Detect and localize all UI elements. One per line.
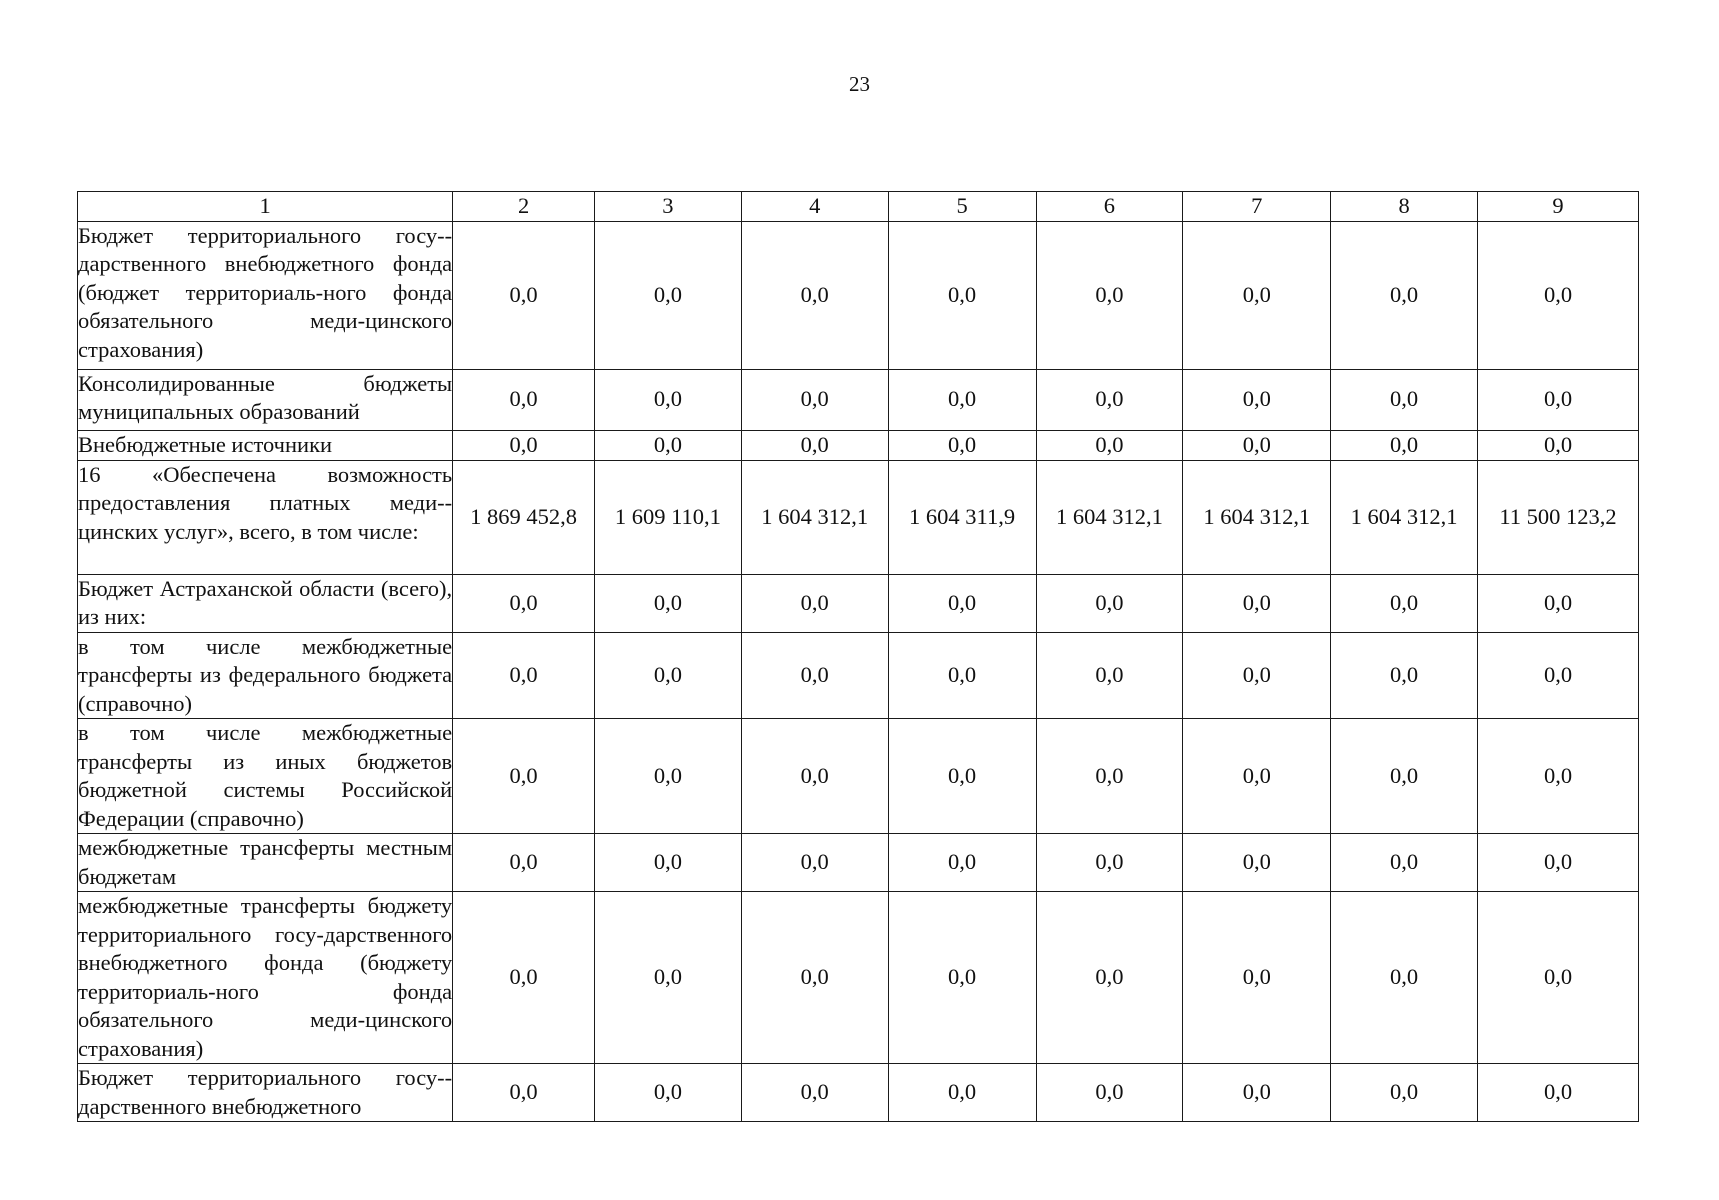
row-label: в том числе межбюджетные трансферты из федерального бюджета (справочно) bbox=[78, 632, 453, 719]
value-cell: 1 604 311,9 bbox=[888, 460, 1036, 574]
value-cell: 0,0 bbox=[1036, 632, 1183, 719]
value-cell: 0,0 bbox=[1036, 369, 1183, 430]
value-cell: 0,0 bbox=[1183, 632, 1331, 719]
value-cell: 1 869 452,8 bbox=[453, 460, 595, 574]
value-cell: 0,0 bbox=[888, 369, 1036, 430]
table-row bbox=[78, 221, 1639, 369]
value-cell: 0,0 bbox=[453, 719, 595, 834]
table-row bbox=[78, 430, 1639, 460]
column-header: 7 bbox=[1183, 192, 1331, 222]
value-cell: 0,0 bbox=[1036, 574, 1183, 632]
value-cell: 0,0 bbox=[1331, 892, 1478, 1064]
column-header: 4 bbox=[741, 192, 888, 222]
value-cell: 0,0 bbox=[594, 719, 741, 834]
table-row bbox=[78, 632, 1639, 719]
value-cell: 0,0 bbox=[888, 430, 1036, 460]
column-header: 3 bbox=[594, 192, 741, 222]
value-cell: 0,0 bbox=[594, 632, 741, 719]
table-row bbox=[78, 834, 1639, 892]
value-cell: 0,0 bbox=[453, 369, 595, 430]
value-cell: 0,0 bbox=[1036, 1064, 1183, 1122]
value-cell: 0,0 bbox=[594, 369, 741, 430]
value-cell: 0,0 bbox=[1331, 834, 1478, 892]
value-cell: 0,0 bbox=[1183, 719, 1331, 834]
value-cell: 0,0 bbox=[1331, 221, 1478, 369]
value-cell: 0,0 bbox=[594, 430, 741, 460]
value-cell: 0,0 bbox=[1478, 834, 1639, 892]
value-cell: 0,0 bbox=[888, 1064, 1036, 1122]
value-cell: 0,0 bbox=[1478, 1064, 1639, 1122]
row-label: Внебюджетные источники bbox=[78, 430, 453, 460]
value-cell: 0,0 bbox=[741, 892, 888, 1064]
row-label: 16 «Обеспечена возможность предоставления платных меди-цинских услуг», всего, в том числе: bbox=[78, 460, 453, 574]
value-cell: 0,0 bbox=[453, 221, 595, 369]
value-cell: 0,0 bbox=[1478, 430, 1639, 460]
value-cell: 0,0 bbox=[1331, 719, 1478, 834]
value-cell: 0,0 bbox=[453, 892, 595, 1064]
row-label: Бюджет территориального госу-дарственного внебюджетного фонда (бюджет территориаль-ного фонда обязательного меди-цинского страхования) bbox=[78, 221, 453, 369]
value-cell: 0,0 bbox=[888, 892, 1036, 1064]
table-row bbox=[78, 719, 1639, 834]
value-cell: 0,0 bbox=[1478, 892, 1639, 1064]
value-cell: 1 604 312,1 bbox=[1331, 460, 1478, 574]
value-cell: 0,0 bbox=[1331, 430, 1478, 460]
value-cell: 0,0 bbox=[1183, 430, 1331, 460]
row-label: Консолидированные бюджеты муниципальных образований bbox=[78, 369, 453, 430]
value-cell: 0,0 bbox=[1183, 892, 1331, 1064]
value-cell: 0,0 bbox=[1478, 369, 1639, 430]
value-cell: 0,0 bbox=[1036, 719, 1183, 834]
value-cell: 0,0 bbox=[741, 430, 888, 460]
value-cell: 0,0 bbox=[1183, 1064, 1331, 1122]
value-cell: 0,0 bbox=[888, 632, 1036, 719]
column-header: 5 bbox=[888, 192, 1036, 222]
column-header: 8 bbox=[1331, 192, 1478, 222]
table-row bbox=[78, 460, 1639, 574]
value-cell: 0,0 bbox=[1183, 221, 1331, 369]
table-row bbox=[78, 369, 1639, 430]
value-cell: 0,0 bbox=[594, 221, 741, 369]
page-number: 23 bbox=[849, 72, 870, 96]
value-cell: 0,0 bbox=[453, 632, 595, 719]
value-cell: 0,0 bbox=[888, 221, 1036, 369]
value-cell: 0,0 bbox=[741, 574, 888, 632]
value-cell: 0,0 bbox=[1036, 430, 1183, 460]
value-cell: 0,0 bbox=[1331, 369, 1478, 430]
row-label: межбюджетные трансферты бюджету территориального госу-дарственного внебюджетного фонда (бюджету территориаль-ного фонда обязательного меди-цинского страхования) bbox=[78, 892, 453, 1064]
value-cell: 0,0 bbox=[594, 834, 741, 892]
value-cell: 1 609 110,1 bbox=[594, 460, 741, 574]
value-cell: 0,0 bbox=[594, 1064, 741, 1122]
value-cell: 0,0 bbox=[1183, 369, 1331, 430]
value-cell: 0,0 bbox=[453, 574, 595, 632]
value-cell: 0,0 bbox=[1478, 221, 1639, 369]
column-header: 2 bbox=[453, 192, 595, 222]
row-label: межбюджетные трансферты местным бюджетам bbox=[78, 834, 453, 892]
value-cell: 0,0 bbox=[1331, 1064, 1478, 1122]
value-cell: 0,0 bbox=[1478, 719, 1639, 834]
value-cell: 0,0 bbox=[1478, 632, 1639, 719]
value-cell: 0,0 bbox=[1183, 834, 1331, 892]
value-cell: 0,0 bbox=[594, 892, 741, 1064]
row-label: в том числе межбюджетные трансферты из иных бюджетов бюджетной системы Российской Федерации (справочно) bbox=[78, 719, 453, 834]
table-row bbox=[78, 892, 1639, 1064]
column-header: 9 bbox=[1478, 192, 1639, 222]
budget-table bbox=[77, 191, 1639, 1122]
value-cell: 0,0 bbox=[741, 369, 888, 430]
value-cell: 0,0 bbox=[741, 834, 888, 892]
row-label: Бюджет Астраханской области (всего), из них: bbox=[78, 574, 453, 632]
value-cell: 0,0 bbox=[741, 719, 888, 834]
value-cell: 0,0 bbox=[741, 221, 888, 369]
value-cell: 0,0 bbox=[888, 719, 1036, 834]
value-cell: 0,0 bbox=[1331, 574, 1478, 632]
value-cell: 1 604 312,1 bbox=[1036, 460, 1183, 574]
value-cell: 0,0 bbox=[1331, 632, 1478, 719]
header-row bbox=[78, 192, 1639, 222]
value-cell: 0,0 bbox=[888, 574, 1036, 632]
row-label: Бюджет территориального госу-дарственного внебюджетного bbox=[78, 1064, 453, 1122]
value-cell: 0,0 bbox=[741, 632, 888, 719]
column-header: 1 bbox=[78, 192, 453, 222]
value-cell: 1 604 312,1 bbox=[741, 460, 888, 574]
value-cell: 0,0 bbox=[1036, 221, 1183, 369]
value-cell: 0,0 bbox=[1036, 892, 1183, 1064]
value-cell: 0,0 bbox=[888, 834, 1036, 892]
value-cell: 11 500 123,2 bbox=[1478, 460, 1639, 574]
value-cell: 0,0 bbox=[1478, 574, 1639, 632]
value-cell: 0,0 bbox=[453, 1064, 595, 1122]
value-cell: 0,0 bbox=[453, 834, 595, 892]
value-cell: 0,0 bbox=[741, 1064, 888, 1122]
value-cell: 0,0 bbox=[1183, 574, 1331, 632]
value-cell: 0,0 bbox=[594, 574, 741, 632]
value-cell: 0,0 bbox=[453, 430, 595, 460]
table-row bbox=[78, 574, 1639, 632]
value-cell: 1 604 312,1 bbox=[1183, 460, 1331, 574]
table-row bbox=[78, 1064, 1639, 1122]
column-header: 6 bbox=[1036, 192, 1183, 222]
value-cell: 0,0 bbox=[1036, 834, 1183, 892]
